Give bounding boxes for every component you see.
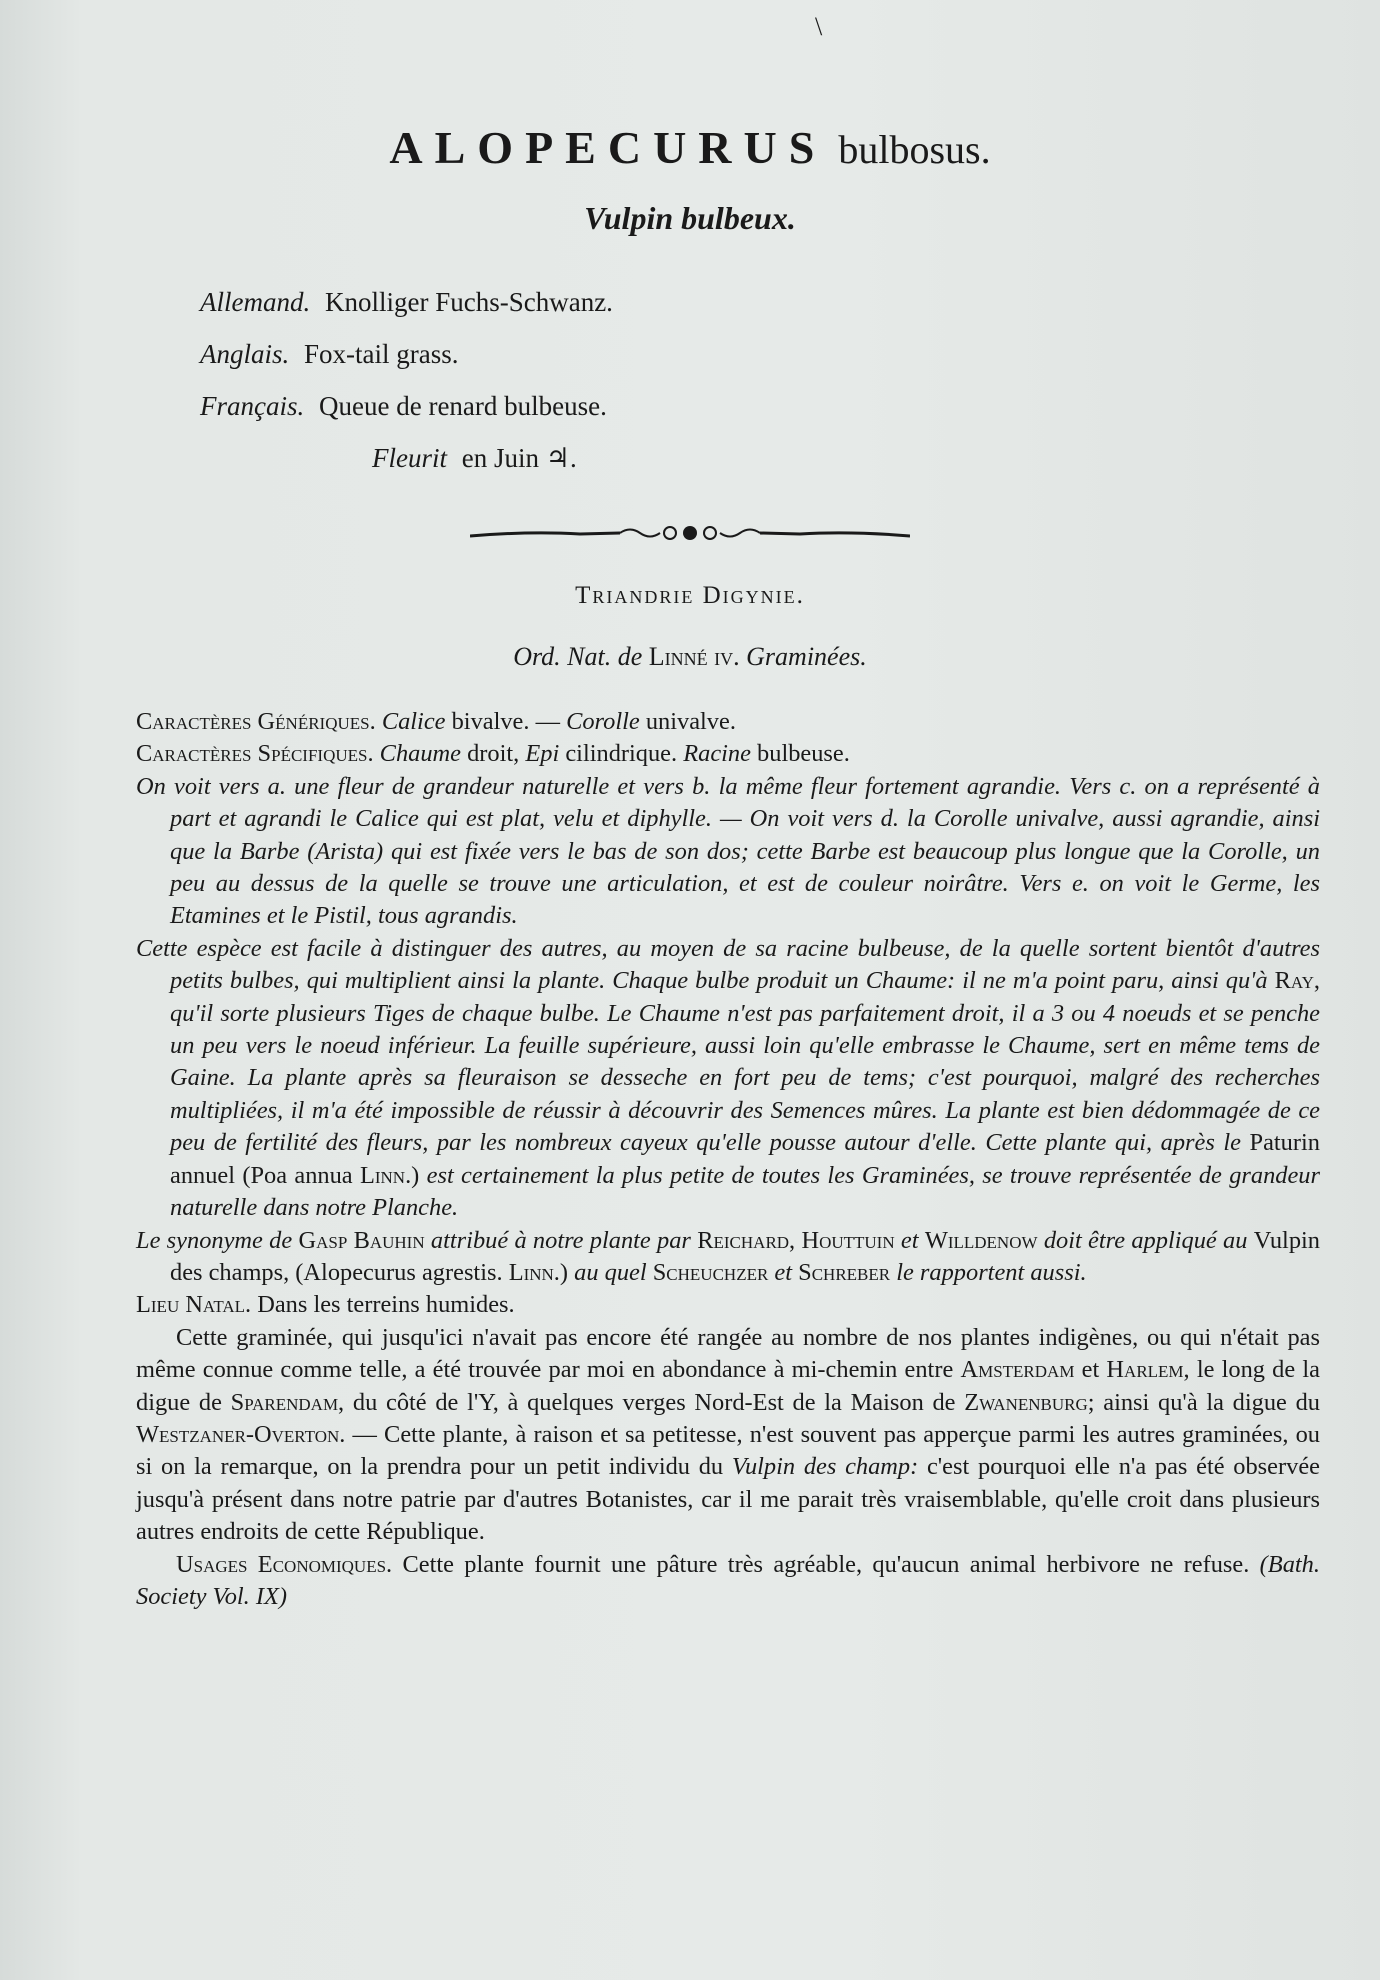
place-name: Westzaner-Overton. xyxy=(136,1420,346,1448)
term: Racine xyxy=(683,740,751,768)
text: attribué à notre plante par xyxy=(430,1226,691,1254)
author-name: Scheuchzer xyxy=(652,1258,769,1286)
text: c'est pourquoi elle n'a pas été observée jusqu'à présent dans notre patrie par d'autres Botanistes, car il me parait très vraisemblable, qu'elle croit dans plusieurs autres endroits de cette République. xyxy=(136,1453,1320,1546)
order-number: iv. xyxy=(714,642,740,671)
text: et xyxy=(900,1226,919,1254)
text: du côté de l'Y, à quelques verges Nord-Est de la Maison de xyxy=(352,1388,956,1416)
page-title xyxy=(0,118,1380,180)
text: ainsi qu'à la digue du xyxy=(1103,1388,1320,1416)
text: Le synonyme de xyxy=(136,1226,293,1254)
order-prefix: Ord. Nat. de xyxy=(513,642,643,671)
common-name: Knolliger Fuchs-Schwanz. xyxy=(324,287,613,317)
common-name: Fox-tail grass. xyxy=(304,339,459,369)
lang-label: Allemand. xyxy=(200,287,311,317)
term: Corolle xyxy=(566,708,640,735)
text: et xyxy=(1081,1356,1100,1384)
flowering-label: Fleurit xyxy=(372,443,447,473)
text: droit, xyxy=(467,740,520,768)
paragraph-figure-description: On voit vers a. une fleur de grandeur naturelle et vers b. la même fleur fortement agrandie. Vers c. on a représenté à part et agrandi le Calice qui est plat, velu et diphylle. — On voit vers d. la Corolle univalve, aussi agrandie, ainsi que la Barbe (Arista) qui est fixée vers le bas de son dos; cette Barbe est beaucoup plus longue que la Corolle, un peu au dessus de la quelle se trouve une articulation, et est de couleur noirâtre. Vers e. on voit le Germe, les Etamines et le Pistil, tous agrandis. xyxy=(136,772,1320,930)
place-name: Sparendam, xyxy=(230,1388,345,1416)
ornamental-rule xyxy=(470,520,910,550)
paragraph-distinction xyxy=(136,933,1320,1225)
text: est certainement la plus petite de toutes les Graminées, se trouve représentée de grandeur naturelle dans notre Planche. xyxy=(170,1161,1320,1222)
lang-label: Anglais. xyxy=(200,339,290,369)
classification-heading: Triandrie Digynie. xyxy=(575,582,805,609)
text: doit être appliqué au xyxy=(1043,1226,1248,1254)
paragraph-habitat xyxy=(136,1289,1320,1321)
specific-label: Caractères Spécifiques. xyxy=(136,740,374,768)
title-genus: ALOPECURUS xyxy=(389,122,827,173)
text: bulbeuse. xyxy=(757,740,850,768)
text: Cette espèce est facile à distinguer des autres, au moyen de sa racine bulbeuse, de la quelle sortent bientôt d'autres petits bulbes, qui multiplient ainsi la plante. Chaque bulbe produit un Chaume: il ne m'a point paru, ainsi qu'à xyxy=(136,934,1320,995)
text: au quel xyxy=(574,1258,647,1286)
text: univalve. xyxy=(645,708,736,735)
text: qu'il sorte plusieurs Tiges de chaque bulbe. Le Chaume n'est pas parfaitement droit, il a 3 ou 4 noeuds et se penche un peu vers le noeud inférieur. La feuille supérieure, aussi loin qu'elle embrasse le Chaume, sert en même tems de Gaine. La plante après sa fleuraison se desseche en fort peu de tems; c'est pourquoi, malgré des recherches multipliées, il m'a été impossible de réussir à découvrir des Semences mûres. La plante est bien dédommagée de ce peu de fertilité des fleurs, par les nombreux cayeux qu'elle pousse autour d'elle. Cette plante qui, après le xyxy=(170,999,1320,1157)
natural-order-line xyxy=(0,642,1380,672)
text: cilindrique. xyxy=(565,740,678,768)
term: Epi xyxy=(525,740,560,768)
order-family: Graminées. xyxy=(746,642,867,671)
species-reference: Vulpin des champ: xyxy=(731,1453,919,1481)
text: — Cette plante, à raison et sa petitesse, n'est souvent pas apperçue parmi les autres graminées, ou si on la remarque, on la prendra pour un petit individu du xyxy=(136,1420,1320,1481)
bibliographic-reference: (Bath. Society Vol. IX) xyxy=(136,1550,1320,1610)
habitat-text: Dans les terreins humides. xyxy=(257,1291,515,1319)
generic-characters xyxy=(136,706,1320,738)
page-subtitle: Vulpin bulbeux. xyxy=(584,200,796,236)
name-row-french xyxy=(200,386,613,438)
text: le long de la digue de xyxy=(136,1356,1320,1416)
page-mark: \ xyxy=(815,12,823,41)
term: Calice xyxy=(381,708,446,735)
name-row-german xyxy=(200,282,613,334)
paragraph-synonym xyxy=(136,1225,1320,1290)
place-name: Amsterdam xyxy=(960,1356,1075,1384)
generic-label: Caractères Génériques. xyxy=(136,708,376,735)
author-name: Linn.) xyxy=(508,1258,569,1286)
place-name: Zwanenburg; xyxy=(964,1388,1095,1416)
text: et xyxy=(774,1258,793,1286)
description-body xyxy=(136,706,1320,1613)
flowering-text: en Juin ♃. xyxy=(461,443,577,473)
author-name: Gasp xyxy=(298,1226,348,1254)
author-name: Houttuin xyxy=(801,1226,895,1254)
title-species: bulbosus. xyxy=(838,127,991,172)
place-name: Harlem, xyxy=(1106,1356,1190,1384)
common-names xyxy=(200,282,613,490)
author-name: Bauhin xyxy=(353,1226,425,1254)
paragraph-uses xyxy=(136,1549,1320,1614)
author-name: Schreber xyxy=(798,1258,891,1286)
common-name: Queue de renard bulbeuse. xyxy=(319,391,607,421)
species-reference: Paturin annuel (Poa annua xyxy=(170,1129,1320,1189)
lang-label: Français. xyxy=(200,391,305,421)
author-name: Linn.) xyxy=(359,1161,420,1189)
text: le rapportent aussi. xyxy=(896,1258,1087,1286)
specific-characters xyxy=(136,738,1320,770)
text: Cette graminée, qui jusqu'ici n'avait pas encore été rangée au nombre de nos plantes indigènes, ou qui n'était pas même connue comme telle, a été trouvée par moi en abondance à mi-chemin entre xyxy=(136,1323,1320,1384)
flowering-row xyxy=(200,438,613,490)
habitat-label: Lieu Natal. xyxy=(136,1291,252,1319)
author-name: Ray, xyxy=(1274,967,1320,995)
uses-label: Usages Economiques. xyxy=(176,1550,393,1578)
author-name: Willdenow xyxy=(924,1226,1038,1254)
order-author: Linné xyxy=(648,642,708,671)
author-name: Reichard, xyxy=(697,1226,796,1254)
name-row-english xyxy=(200,334,613,386)
paragraph-discovery xyxy=(136,1322,1320,1549)
term: Chaume xyxy=(379,740,461,768)
species-reference: Vulpin des champs, (Alopecurus agrestis. xyxy=(170,1226,1320,1286)
text: bivalve. — xyxy=(451,708,560,735)
uses-text: Cette plante fournit une pâture très agréable, qu'aucun animal herbivore ne refuse. xyxy=(402,1550,1250,1578)
